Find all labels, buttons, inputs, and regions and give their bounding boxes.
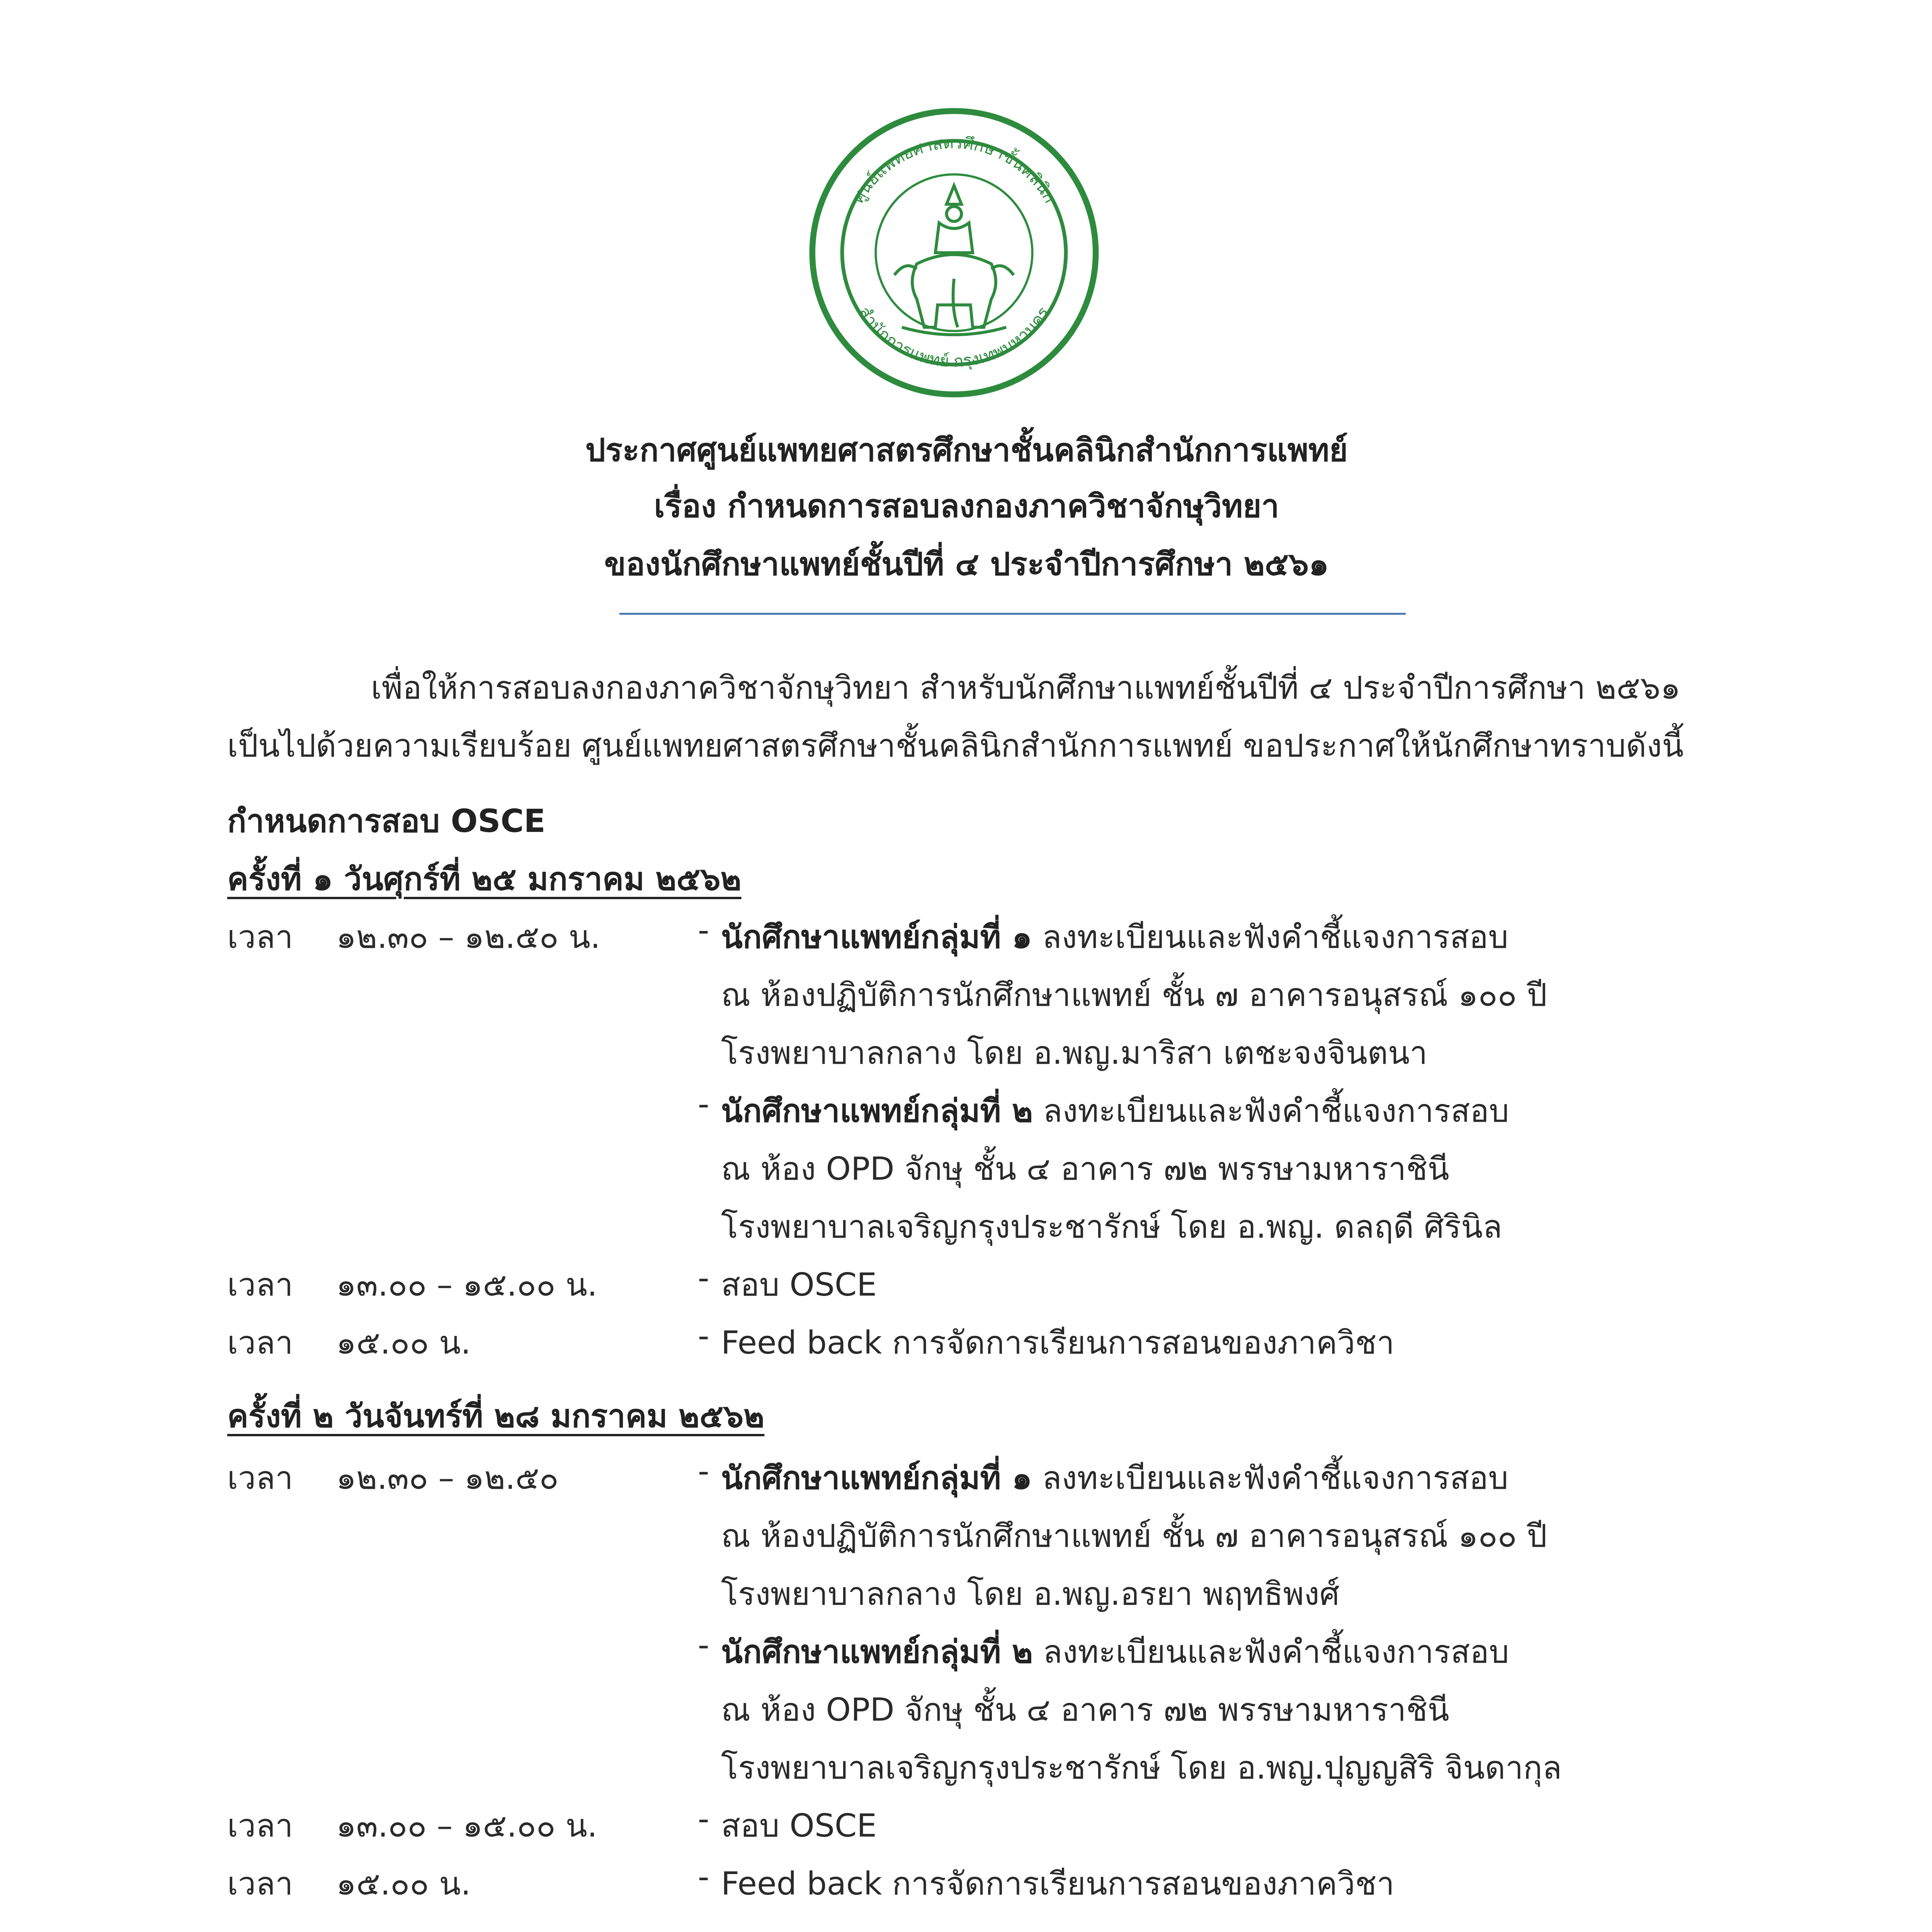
time-label: เวลา <box>227 1808 293 1844</box>
exam-desc: สอบ OSCE <box>721 1267 877 1303</box>
seal-top-text: ศูนย์แพทยศาสตรศึกษาชั้นคลินิก <box>849 133 1060 207</box>
bullet-dash: - <box>698 912 709 949</box>
session-1-group-2-row <box>0 1086 1932 1144</box>
feedback-desc: Feed back การจัดการเรียนการสอนของภาควิชา <box>721 1325 1395 1361</box>
group-location: ณ ห้อง OPD จักษุ ชั้น ๔ อาคาร ๗๒ พรรษามหาราชินี <box>721 1151 1449 1187</box>
session-2-registration-row <box>0 1453 1932 1511</box>
deity-elephant-emblem <box>895 185 1014 335</box>
bullet-dash: - <box>698 1260 709 1296</box>
feedback-desc: Feed back การจัดการเรียนการสอนของภาควิชา <box>721 1866 1395 1902</box>
group-hospital-contact: โรงพยาบาลเจริญกรุงประชารักษ์ โดย อ.พญ.ปุญญสิริ จินดากุล <box>721 1750 1562 1786</box>
session-1-exam-row <box>0 1260 1932 1318</box>
group-label: นักศึกษาแพทย์กลุ่มที่ ๑ <box>721 1460 1032 1497</box>
session-2-group-2-row <box>0 1627 1932 1685</box>
session-2-exam-row <box>0 1801 1932 1859</box>
exam-desc: สอบ OSCE <box>721 1808 877 1844</box>
session-2-group-1-location-row <box>0 1511 1932 1569</box>
time-label: เวลา <box>227 1866 293 1902</box>
group-1-entry <box>721 912 1509 962</box>
group-hospital-contact: โรงพยาบาลกลาง โดย อ.พญ.อรยา พฤทธิพงศ์ <box>721 1576 1340 1612</box>
session-2-group-2-contact-row <box>0 1743 1932 1801</box>
registration-time: ๑๒.๓๐ – ๑๒.๕๐ น. <box>336 919 600 956</box>
exam-time: ๑๓.๐๐ – ๑๕.๐๐ น. <box>336 1808 597 1844</box>
session-1-group-2-location-row <box>0 1144 1932 1202</box>
group-action: ลงทะเบียนและฟังคำชี้แจงการสอบ <box>1033 1634 1509 1670</box>
session-1-heading: ครั้งที่ ๑ วันศุกร์ที่ ๒๕ มกราคม ๒๕๖๒ <box>227 861 742 898</box>
group-1-entry <box>721 1453 1509 1503</box>
group-location: ณ ห้องปฏิบัติการนักศึกษาแพทย์ ชั้น ๗ อาคารอนุสรณ์ ๑๐๐ ปี <box>721 1518 1547 1554</box>
time-label: เวลา <box>227 919 293 956</box>
feedback-time: ๑๕.๐๐ น. <box>336 1866 471 1902</box>
group-2-entry <box>721 1627 1509 1677</box>
group-label: นักศึกษาแพทย์กลุ่มที่ ๑ <box>721 919 1032 956</box>
bullet-dash: - <box>698 1859 709 1895</box>
seal-bottom-text: สำนักการแพทย์ กรุงเทพมหานคร <box>854 303 1053 371</box>
announcement-target: ของนักศึกษาแพทย์ชั้นปีที่ ๔ ประจำปีการศึกษา ๒๕๖๑ <box>604 546 1329 583</box>
session-1-group-2-contact-row <box>0 1202 1932 1260</box>
announcement-subject: เรื่อง กำหนดการสอบลงกองภาควิชาจักษุวิทยา <box>654 488 1279 525</box>
feedback-time: ๑๕.๐๐ น. <box>336 1325 471 1361</box>
bullet-dash: - <box>698 1318 709 1354</box>
time-label: เวลา <box>227 1460 293 1497</box>
exam-time: ๑๓.๐๐ – ๑๕.๐๐ น. <box>336 1267 597 1303</box>
session-2-group-2-location-row <box>0 1685 1932 1743</box>
group-location: ณ ห้องปฏิบัติการนักศึกษาแพทย์ ชั้น ๗ อาคารอนุสรณ์ ๑๐๐ ปี <box>721 977 1547 1014</box>
group-hospital-contact: โรงพยาบาลเจริญกรุงประชารักษ์ โดย อ.พญ. ดลฤดี ศิรินิล <box>721 1209 1502 1245</box>
group-action: ลงทะเบียนและฟังคำชี้แจงการสอบ <box>1032 919 1509 956</box>
group-location: ณ ห้อง OPD จักษุ ชั้น ๔ อาคาร ๗๒ พรรษามหาราชินี <box>721 1692 1449 1728</box>
group-hospital-contact: โรงพยาบาลกลาง โดย อ.พญ.มาริสา เตชะจงจินตนา <box>721 1035 1428 1071</box>
header-divider <box>619 613 1406 615</box>
session-2-group-1-contact-row <box>0 1569 1932 1627</box>
session-1-registration-row <box>0 912 1932 970</box>
bullet-dash: - <box>698 1627 709 1663</box>
group-2-entry <box>721 1086 1509 1136</box>
intro-line-1: เพื่อให้การสอบลงกองภาควิชาจักษุวิทยา สำหรับนักศึกษาแพทย์ชั้นปีที่ ๔ ประจำปีการศึกษา ๒๕๖๑ <box>371 670 1681 706</box>
bullet-dash: - <box>698 1801 709 1837</box>
session-1-group-1-location-row <box>0 970 1932 1028</box>
bullet-dash: - <box>698 1453 709 1490</box>
session-1-group-1-contact-row <box>0 1028 1932 1086</box>
bma-medical-education-seal <box>805 104 1103 402</box>
session-2-feedback-row <box>0 1859 1932 1917</box>
session-2-heading: ครั้งที่ ๒ วันจันทร์ที่ ๒๘ มกราคม ๒๕๖๒ <box>227 1398 765 1435</box>
announcement-title: ประกาศศูนย์แพทยศาสตรศึกษาชั้นคลินิกสำนักการแพทย์ <box>585 432 1348 469</box>
group-action: ลงทะเบียนและฟังคำชี้แจงการสอบ <box>1033 1093 1509 1129</box>
registration-time: ๑๒.๓๐ – ๑๒.๕๐ <box>336 1460 559 1497</box>
group-label: นักศึกษาแพทย์กลุ่มที่ ๒ <box>721 1093 1033 1129</box>
session-1-feedback-row <box>0 1318 1932 1376</box>
group-label: นักศึกษาแพทย์กลุ่มที่ ๒ <box>721 1634 1033 1670</box>
section-title: กำหนดการสอบ OSCE <box>227 803 546 840</box>
bullet-dash: - <box>698 1086 709 1122</box>
time-label: เวลา <box>227 1325 293 1361</box>
intro-line-2: เป็นไปด้วยความเรียบร้อย ศูนย์แพทยศาสตรศึกษาชั้นคลินิกสำนักการแพทย์ ขอประกาศให้นักศึกษาทราบดังนี้ <box>227 728 1684 764</box>
time-label: เวลา <box>227 1267 293 1303</box>
group-action: ลงทะเบียนและฟังคำชี้แจงการสอบ <box>1032 1460 1509 1497</box>
